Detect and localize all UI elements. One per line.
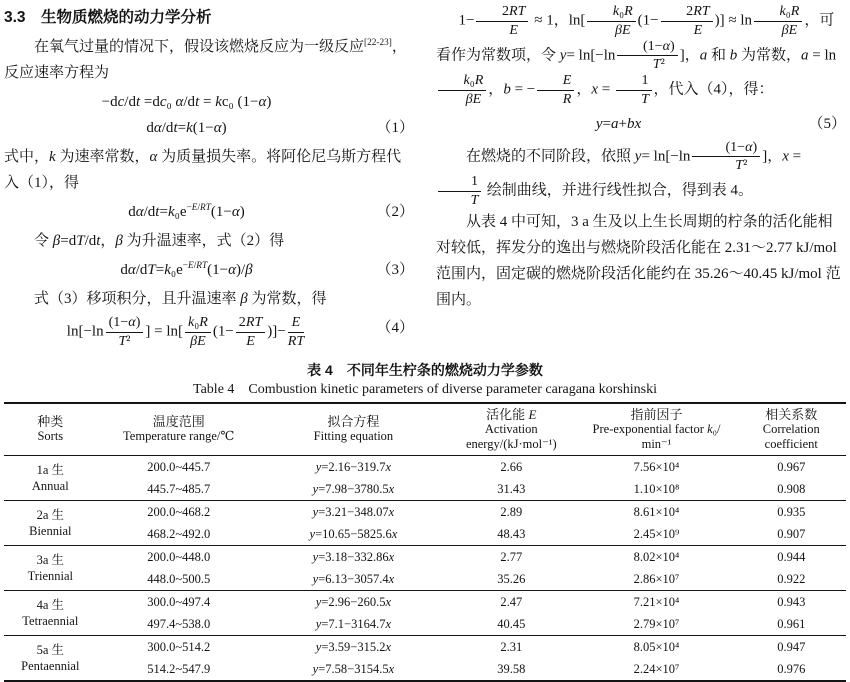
table-cell: 7.21×10⁴ bbox=[633, 594, 680, 609]
col-header-correlation-coefficient: 相关系数 Correlation coefficient bbox=[737, 403, 847, 456]
table-cell: 2.31 bbox=[500, 639, 523, 654]
col-header-fitting-equation: 拟合方程 Fitting equation bbox=[261, 403, 446, 456]
equation-number: （4） bbox=[376, 320, 414, 336]
table-cell: y=6.13−3057.4x bbox=[261, 568, 446, 591]
paragraph: 式（3）移项积分，且升温速率 β 为常数，得 bbox=[34, 291, 327, 307]
right-column bbox=[436, 4, 846, 353]
table-row bbox=[4, 613, 846, 636]
table-row bbox=[4, 635, 846, 658]
table-row bbox=[4, 658, 846, 681]
equation-line: dα/dt=k(1−α) bbox=[146, 120, 227, 136]
table-cell: y=7.98−3780.5x bbox=[261, 478, 446, 501]
table-body bbox=[4, 455, 846, 681]
paragraph: 在燃烧的不同阶段，依照 y= ln[−ln $\frac{(1-\alpha)}{\text{T²}}$ ]，x = $\frac{1}{T}$ 绘制曲线，并进行线性拟合，得到表 4。 bbox=[436, 140, 846, 209]
text-columns bbox=[4, 4, 846, 353]
table-cell: 2.45×10⁹ bbox=[577, 523, 737, 546]
table-cell: 8.05×10⁴ bbox=[633, 639, 680, 654]
fraction: $\frac{\text{k₀R}}{\beta E}$ bbox=[438, 73, 486, 108]
table-cell: 0.944 bbox=[777, 549, 806, 564]
fraction: $\frac{2RT}{E}$ bbox=[476, 4, 528, 39]
paragraph: 从表 4 中可知，3 a 生及以上生长周期的柠条的活化能相对较低，挥发分的逸出与燃烧阶段活化能在 2.31～2.77 kJ/mol 范围内，固定碳的燃烧阶段活化能约在 35.26～40.45 kJ/mol 范围内。 bbox=[436, 213, 841, 308]
sort-label-cn: 5a 生 bbox=[36, 642, 65, 657]
table-cell: 200.0~445.7 bbox=[147, 459, 211, 474]
table-cell: 445.7~485.7 bbox=[97, 478, 261, 501]
table-row bbox=[4, 568, 846, 591]
table-cell: 0.922 bbox=[737, 568, 847, 591]
table-cell: 300.0~514.2 bbox=[147, 639, 211, 654]
table-cell: 497.4~538.0 bbox=[97, 613, 261, 636]
table-cell: y=2.16−319.7x bbox=[315, 459, 392, 474]
table-cell: 0.943 bbox=[777, 594, 806, 609]
table-cell: 8.61×10⁴ bbox=[633, 504, 680, 519]
table-cell: 200.0~468.2 bbox=[147, 504, 211, 519]
col-header-temperature-range: 温度范围 Temperature range/℃ bbox=[97, 403, 261, 456]
fraction: $\frac{2RT}{E}$ bbox=[661, 4, 713, 39]
equation-4 bbox=[4, 315, 414, 350]
table-cell: 2.47 bbox=[500, 594, 523, 609]
fraction: $\frac{(1-\alpha)}{\text{T²}}$ bbox=[692, 140, 760, 175]
sort-label-cn: 2a 生 bbox=[36, 507, 65, 522]
table-cell: y=7.58−3154.5x bbox=[312, 661, 395, 676]
equation-1 bbox=[4, 89, 414, 141]
fraction: $\frac{1}{T}$ bbox=[438, 174, 481, 209]
equation-line: $d\alpha/dt=k_0e^{-E/RT}(1-\alpha)$ bbox=[128, 203, 245, 220]
paragraph: 在氧气过量的情况下，假设该燃烧反应为一级反应[22-23]，反应速率方程为 bbox=[4, 38, 407, 81]
table-cell: 200.0~448.0 bbox=[147, 549, 211, 564]
sort-label-en: Tetraennial bbox=[22, 613, 79, 628]
fraction: $\frac{(1-\alpha)}{\text{T²}}$ bbox=[617, 39, 677, 74]
equation-3 bbox=[4, 257, 414, 283]
sort-label-cn: 3a 生 bbox=[36, 552, 65, 567]
table-title-cn: 表 4 不同年生柠条的燃烧动力学参数 bbox=[307, 361, 543, 378]
table-cell: 39.58 bbox=[497, 661, 526, 676]
equation-2 bbox=[4, 199, 414, 225]
fraction: $\frac{\text{k₀R}}{\beta E}$ bbox=[587, 4, 635, 39]
table-cell: 0.935 bbox=[777, 504, 806, 519]
table-cell: 2.89 bbox=[500, 504, 523, 519]
table-cell: 0.961 bbox=[737, 613, 847, 636]
equation-line: y=a+bx bbox=[595, 115, 642, 132]
table-cell: y=10.65−5825.6x bbox=[261, 523, 446, 546]
table-cell: 40.45 bbox=[446, 613, 577, 636]
table-cell: 7.56×10⁴ bbox=[633, 459, 680, 474]
table-cell: 35.26 bbox=[446, 568, 577, 591]
sort-label-en: Biennial bbox=[29, 523, 72, 538]
sort-cell bbox=[4, 635, 97, 681]
table-cell: 0.967 bbox=[777, 459, 806, 474]
table-cell: y=2.96−260.5x bbox=[315, 594, 392, 609]
fraction: $\frac{E}{R}$ bbox=[537, 73, 574, 108]
table-cell: 2.79×10⁷ bbox=[577, 613, 737, 636]
table-cell: y=7.1−3164.7x bbox=[261, 613, 446, 636]
sort-label-en: Annual bbox=[31, 478, 69, 493]
col-header-activation-energy: 活化能 E Activation energy/(kJ·mol⁻¹) bbox=[446, 403, 577, 456]
table-cell: 468.2~492.0 bbox=[97, 523, 261, 546]
sort-cell bbox=[4, 455, 97, 500]
fraction: $\frac{2RT}{E}$ bbox=[236, 315, 266, 350]
fraction: $\frac{1}{T}$ bbox=[616, 73, 652, 108]
table-section bbox=[4, 361, 846, 682]
table-cell: 0.907 bbox=[737, 523, 847, 546]
table-row bbox=[4, 478, 846, 501]
equation-number: （3） bbox=[376, 262, 414, 278]
table-cell: 448.0~500.5 bbox=[97, 568, 261, 591]
equation-line: −dc/dt =dc₀ α/dt = kc₀ (1−α) bbox=[101, 94, 272, 110]
table-cell: y=3.21−348.07x bbox=[312, 504, 395, 519]
paragraph: 1− $\frac{2RT}{E}$ ≈ 1，ln[ $\frac{\text{k₀R}}{\beta E}$ (1− $\frac{2RT}{E}$ )] ≈ ln $\frac{\text{k₀R}}{\beta E}$ ，可看作为常数项，令 y= ln[−ln $\frac{(1-\alpha)}{\text{T²}}$ ]，a 和 b 为常数，a = ln $\frac{\text{k₀R}}{\beta E}$ ，b = − $\frac{E}{R}$ ，x = $\frac{1}{T}$ ，代入（4），得： bbox=[436, 3, 837, 107]
table-cell: 31.43 bbox=[446, 478, 577, 501]
sort-cell bbox=[4, 500, 97, 545]
table-cell: 8.02×10⁴ bbox=[633, 549, 680, 564]
paragraph: 令 β=dT/dt，β 为升温速率，式（2）得 bbox=[34, 233, 285, 249]
equation-5 bbox=[436, 111, 846, 137]
sort-label-en: Triennial bbox=[27, 568, 73, 583]
table-title-en: Table 4 Combustion kinetic parameters of diverse parameter caragana korshinski bbox=[193, 381, 657, 397]
table-cell: 2.86×10⁷ bbox=[577, 568, 737, 591]
equation-number: （1） bbox=[376, 120, 414, 136]
sort-label-cn: 1a 生 bbox=[36, 462, 65, 477]
table-row bbox=[4, 523, 846, 546]
table-header-row bbox=[4, 403, 846, 456]
table-cell: 2.66 bbox=[500, 459, 523, 474]
table-row bbox=[4, 500, 846, 523]
equation-number: （5） bbox=[808, 115, 846, 132]
col-header-pre-exponential-factor: 指前因子 Pre-exponential factor k₀/ min⁻¹ bbox=[577, 403, 737, 456]
table-cell: 300.0~497.4 bbox=[147, 594, 211, 609]
fraction: $\frac{\text{k₀R}}{\beta E}$ bbox=[754, 4, 802, 39]
left-column bbox=[4, 4, 414, 353]
table-cell: 0.908 bbox=[737, 478, 847, 501]
fraction: $\frac{E}{RT}$ bbox=[287, 314, 305, 349]
table-row bbox=[4, 590, 846, 613]
table-cell: 2.77 bbox=[500, 549, 523, 564]
fraction: $\frac{\text{k₀R}}{\beta E}$ bbox=[185, 315, 211, 350]
kinetics-table bbox=[4, 402, 846, 682]
paragraph: 式中，k 为速率常数，α 为质量损失率。将阿伦尼乌斯方程代入（1），得 bbox=[4, 149, 402, 191]
col-header-sorts: 种类 Sorts bbox=[4, 403, 97, 456]
equation-line: $d\alpha/dT=k_0e^{-E/RT}(1-\alpha)/\beta$ bbox=[120, 261, 253, 278]
sort-label-en: Pentaennial bbox=[21, 658, 80, 673]
table-cell: 514.2~547.9 bbox=[147, 661, 211, 676]
table-cell: 1.10×10⁸ bbox=[577, 478, 737, 501]
table-cell: 2.24×10⁷ bbox=[633, 661, 680, 676]
table-row bbox=[4, 545, 846, 568]
table-cell: y=3.18−332.86x bbox=[312, 549, 395, 564]
fraction: $\frac{(1-\alpha)}{\text{T²}}$ bbox=[106, 315, 144, 350]
sort-label-cn: 4a 生 bbox=[36, 597, 65, 612]
table-cell: 0.947 bbox=[777, 639, 806, 654]
table-row bbox=[4, 455, 846, 478]
equation-number: （2） bbox=[376, 204, 414, 220]
sort-cell bbox=[4, 590, 97, 635]
sort-cell bbox=[4, 545, 97, 590]
table-cell: 0.976 bbox=[777, 661, 806, 676]
section-heading: 3.3 生物质燃烧的动力学分析 bbox=[4, 9, 212, 26]
equation-line: ln[−ln $\frac{(1-\alpha)}{\text{T²}}$ ] = ln[ $\frac{\text{k₀R}}{\beta E}$ (1− $\frac{2RT}{E}$ )]− $\frac{E}{RT}$ bbox=[66, 314, 305, 349]
table-cell: y=3.59−315.2x bbox=[315, 639, 392, 654]
table-cell: 48.43 bbox=[446, 523, 577, 546]
